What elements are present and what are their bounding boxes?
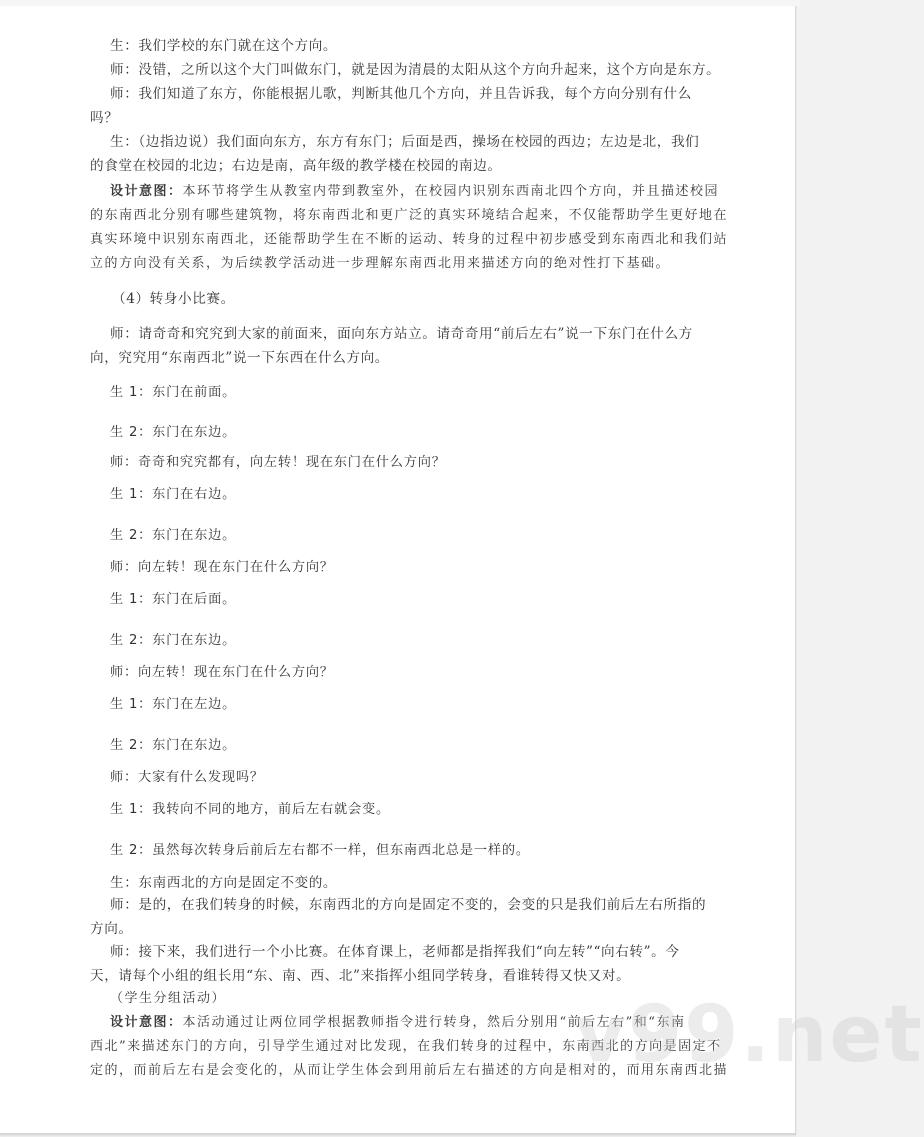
dialogue-line: 生：东南西北的方向是固定不变的。 — [110, 875, 338, 891]
paragraph-line: 吗？ — [90, 110, 119, 126]
paragraph-line: 的食堂在校园的北边；右边是南，高年级的教学楼在校园的南边。 — [90, 158, 502, 174]
design-intent-2-line — [110, 1014, 685, 1032]
paragraph-line: 生：我们学校的东门就在这个方向。 — [110, 38, 338, 54]
dialogue-line: 师：大家有什么发现吗？ — [110, 770, 264, 785]
dialogue-line: 生 1：东门在左边。 — [110, 697, 237, 712]
dialogue-line: 生 1：东门在右边。 — [110, 487, 237, 502]
dialogue-line: 方向。 — [90, 921, 133, 937]
design-intent-2-line: 定的，而前后左右是会变化的，从而让学生体会到用前后左右描述的方向是相对的，而用东南西北描 — [90, 1063, 729, 1078]
dialogue-line: 生 1：我转向不同的地方，前后左右就会变。 — [110, 802, 390, 817]
dialogue-line: 生 1：东门在后面。 — [110, 592, 237, 607]
dialogue-line: 师：请奇奇和究究到大家的前面来，面向东方站立。请奇奇用“前后左右”说一下东门在什么方 — [110, 326, 693, 342]
dialogue-line: 生 2：虽然每次转身后前后左右都不一样，但东南西北总是一样的。 — [110, 843, 530, 858]
paragraph-line: 师：我们知道了东方，你能根据儿歌，判断其他几个方向，并且告诉我，每个方向分别有什么 — [110, 86, 692, 102]
design-intent-label: 设计意图： — [110, 1015, 183, 1030]
paragraph-line: 师：没错，之所以这个大门叫做东门，就是因为清晨的太阳从这个方向升起来，这个方向是东方。 — [110, 62, 721, 78]
dialogue-line: 师：是的，在我们转身的时候，东南西北的方向是固定不变的，会变的只是我们前后左右所指的 — [110, 897, 707, 913]
dialogue-line: 师：接下来，我们进行一个小比赛。在体育课上，老师都是指挥我们“向左转”“向右转”。今 — [110, 944, 680, 960]
group-activity-note: （学生分组活动） — [110, 991, 227, 1006]
dialogue-line: 生 2：东门在东边。 — [110, 528, 237, 543]
dialogue-line: 生 2：东门在东边。 — [110, 633, 237, 648]
dialogue-line: 生 1：东门在前面。 — [110, 385, 237, 400]
dialogue-line: 生 2：东门在东边。 — [110, 738, 237, 753]
design-intent-1-line: 立的方向没有关系，为后续教学活动进一步理解东南西北用来描述方向的绝对性打下基础。 — [90, 256, 671, 271]
dialogue-line: 师：向左转！现在东门在什么方向？ — [110, 665, 334, 680]
design-intent-2-line: 西北”来描述东门的方向，引导学生通过对比发现，在我们转身的过程中，东南西北的方向是固定不 — [90, 1039, 722, 1054]
design-intent-text: 本环节将学生从教室内带到教室外，在校园内识别东西南北四个方向，并且描述校园 — [182, 184, 720, 199]
design-intent-1-line — [110, 183, 719, 201]
watermark: v99.net — [575, 990, 924, 1080]
dialogue-line: 师：奇奇和究究都有，向左转！现在东门在什么方向？ — [110, 455, 446, 470]
design-intent-text: 本活动通过让两位同学根据教师指令进行转身，然后分别用“前后左右”和“东南 — [182, 1015, 686, 1030]
section-heading: （4）转身小比赛。 — [112, 291, 235, 307]
design-intent-label: 设计意图： — [110, 184, 183, 199]
dialogue-line: 向，究究用“东南西北”说一下东西在什么方向。 — [90, 350, 389, 366]
paragraph-line: 生：（边指边说）我们面向东方，东方有东门；后面是西，操场在校园的西边；左边是北，我们 — [110, 134, 700, 150]
dialogue-line: 师：向左转！现在东门在什么方向？ — [110, 560, 334, 575]
design-intent-1-line: 的东南西北分别有哪些建筑物，将东南西北和更广泛的真实环境结合起来，不仅能帮助学生更好地在 — [90, 208, 729, 223]
dialogue-line: 天，请每个小组的组长用“东、南、西、北”来指挥小组同学转身，看谁转得又快又对。 — [90, 968, 631, 984]
design-intent-1-line: 真实环境中识别东南西北，还能帮助学生在不断的运动、转身的过程中初步感受到东南西北和我们站 — [90, 232, 729, 247]
dialogue-line: 生 2：东门在东边。 — [110, 425, 237, 440]
